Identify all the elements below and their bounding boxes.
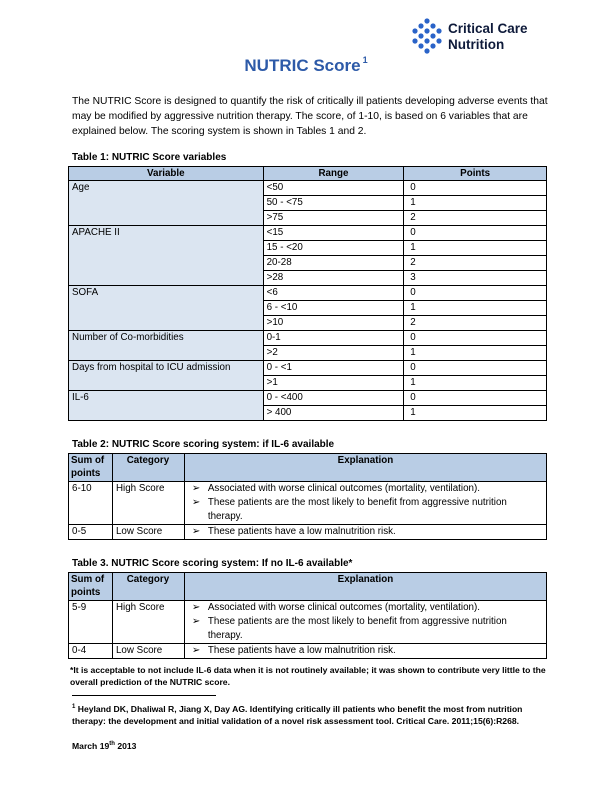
table-row [69,181,547,196]
variable-cell: APACHE II [69,226,264,286]
logo-dots-icon [410,18,444,54]
points-cell: 0 [404,286,547,301]
document-date [72,741,136,751]
variable-cell: IL-6 [69,391,264,421]
column-header: Explanation [184,573,546,601]
range-cell: >28 [263,271,404,286]
explanation-list [188,482,543,524]
explanation-list [188,601,543,643]
points-cell: 2 [404,316,547,331]
footnote-text: Heyland DK, Dhaliwal R, Jiang X, Day AG. Identifying critically ill patients who benefit the most from nutrition therapy: the development and initial validation of a novel risk assessment tool. Critical Care. 2011;15(6):R268. [72,704,523,726]
critical-care-nutrition-logo [410,18,560,58]
column-header: Points [404,167,547,181]
column-header: Variable [69,167,264,181]
range-cell: >10 [263,316,404,331]
range-cell: 0 - <400 [263,391,404,406]
table-row [69,361,547,376]
column-header: Range [263,167,404,181]
il6-note: *It is acceptable to not include IL-6 data when it is not routinely available; it was shown to contribute very little to the overall prediction of the NUTRIC score. [70,665,546,687]
range-cell: 15 - <20 [263,241,404,256]
points-cell: 1 [404,346,547,361]
points-cell: 1 [404,376,547,391]
sum-cell: 0-5 [69,525,113,540]
category-cell: High Score [112,482,184,525]
range-cell: 20-28 [263,256,404,271]
explanation-bullet: ➢ Associated with worse clinical outcomes (mortality, ventilation). [188,482,543,496]
explanation-cell [184,482,546,525]
variable-cell: Days from hospital to ICU admission [69,361,264,391]
explanation-bullet: ➢ These patients are the most likely to benefit from aggressive nutrition therapy. [188,496,543,524]
points-cell: 0 [404,331,547,346]
explanation-bullet: ➢ These patients have a low malnutrition risk. [188,644,543,658]
column-header: Sum of points [69,454,113,482]
sum-cell: 6-10 [69,482,113,525]
title-footnote-mark: 1 [362,55,368,65]
logo-line-1: Critical Care [448,21,528,36]
points-cell: 1 [404,196,547,211]
date-year: 2013 [114,741,137,751]
range-cell: >2 [263,346,404,361]
explanation-bullet: ➢ These patients are the most likely to benefit from aggressive nutrition therapy. [188,615,543,643]
points-cell: 0 [404,226,547,241]
explanation-cell [184,644,546,659]
range-cell: 0 - <1 [263,361,404,376]
points-cell: 0 [404,361,547,376]
explanation-list [188,525,543,539]
explanation-list [188,644,543,658]
variable-cell: Number of Co-morbidities [69,331,264,361]
points-cell: 0 [404,391,547,406]
table-row [69,226,547,241]
range-cell: 50 - <75 [263,196,404,211]
table-row [69,525,547,540]
table3-caption: Table 3. NUTRIC Score scoring system: If no IL-6 available* [72,558,353,569]
table-row [69,391,547,406]
explanation-cell [184,601,546,644]
explanation-bullet: ➢ Associated with worse clinical outcomes (mortality, ventilation). [188,601,543,615]
range-cell: 0-1 [263,331,404,346]
table-row [69,331,547,346]
date-ordinal: th [109,741,115,747]
table-row [69,286,547,301]
range-cell: 6 - <10 [263,301,404,316]
range-cell: <6 [263,286,404,301]
scoring-table-without-il6 [68,572,547,659]
range-cell: <15 [263,226,404,241]
column-header: Sum of points [69,573,113,601]
category-cell: High Score [112,601,184,644]
table-row [69,644,547,659]
category-cell: Low Score [112,525,184,540]
explanation-cell [184,525,546,540]
table-row [69,601,547,644]
points-cell: 2 [404,211,547,226]
range-cell: >1 [263,376,404,391]
column-header: Category [112,454,184,482]
points-cell: 0 [404,181,547,196]
sum-cell: 5-9 [69,601,113,644]
column-header: Category [112,573,184,601]
table1-caption: Table 1: NUTRIC Score variables [72,152,227,163]
table2-caption: Table 2: NUTRIC Score scoring system: if IL-6 available [72,439,335,450]
variable-cell: SOFA [69,286,264,331]
points-cell: 1 [404,301,547,316]
range-cell: > 400 [263,406,404,421]
points-cell: 1 [404,406,547,421]
footnote-divider [72,695,216,696]
logo-line-2: Nutrition [448,37,505,52]
nutric-variables-table [68,166,547,421]
explanation-bullet: ➢ These patients have a low malnutrition risk. [188,525,543,539]
points-cell: 2 [404,256,547,271]
points-cell: 1 [404,241,547,256]
date-text: March 19 [72,741,110,751]
category-cell: Low Score [112,644,184,659]
intro-paragraph: The NUTRIC Score is designed to quantify the risk of critically ill patients developing adverse events that may be modified by aggressive nutrition therapy. The score, of 1-10, is based on 6 variables that are explained below. The scoring system is shown in Tables 1 and 2. [72,96,548,137]
variable-cell: Age [69,181,264,226]
footnote-mark: 1 [72,704,76,710]
sum-cell: 0-4 [69,644,113,659]
range-cell: >75 [263,211,404,226]
title-text: NUTRIC Score [244,56,361,75]
footnote [72,701,544,727]
table-row [69,482,547,525]
points-cell: 3 [404,271,547,286]
range-cell: <50 [263,181,404,196]
column-header: Explanation [184,454,546,482]
page-title [0,55,612,76]
scoring-table-with-il6 [68,453,547,540]
